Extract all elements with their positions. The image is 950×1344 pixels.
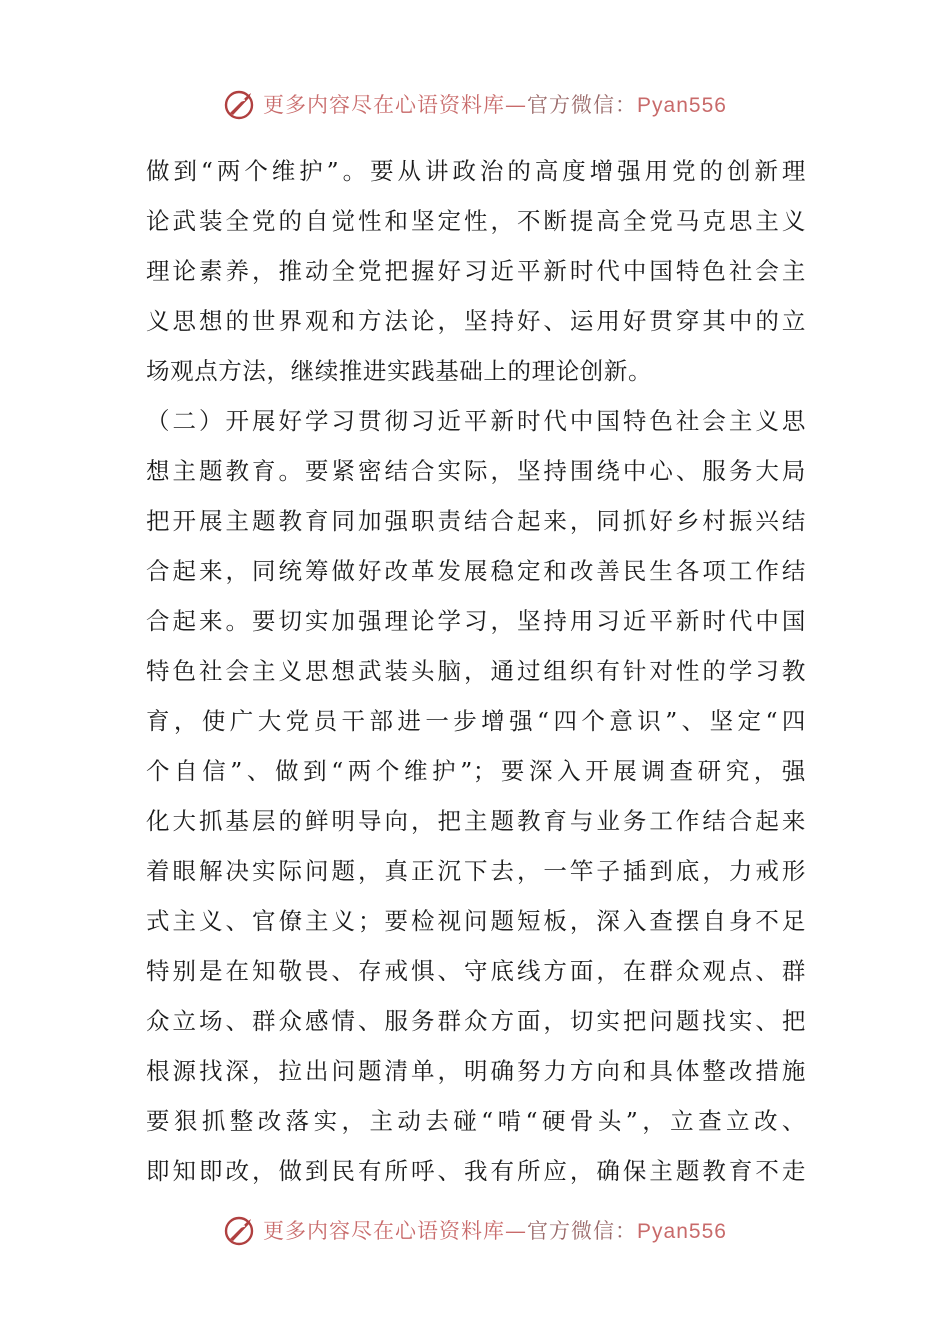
- footer-watermark: [0, 1210, 950, 1250]
- body-line: 义思想的世界观和方法论，坚持好、运用好贯穿其中的立: [146, 307, 806, 335]
- body-line: 特别是在知敬畏、存戒惧、守底线方面，在群众观点、群: [146, 957, 806, 985]
- pen-logo-icon: [223, 1213, 257, 1247]
- header-watermark: [0, 84, 950, 124]
- watermark-wechat-id: Pyan556: [637, 1220, 727, 1243]
- body-line: 个自信”、做到“两个维护”；要深入开展调查研究，强: [146, 757, 806, 785]
- body-line: 育，使广大党员干部进一步增强“四个意识”、坚定“四: [146, 707, 806, 735]
- body-line: 着眼解决实际问题，真正沉下去，一竿子插到底，力戒形: [146, 857, 806, 885]
- body-line: 式主义、官僚主义；要检视问题短板，深入查摆自身不足: [146, 907, 806, 935]
- body-line: 特色社会主义思想武装头脑，通过组织有针对性的学习教: [146, 657, 806, 685]
- body-line: （二）开展好学习贯彻习近平新时代中国特色社会主义思: [146, 407, 806, 435]
- watermark-dash: —: [505, 1219, 528, 1243]
- body-line: 合起来，同统筹做好改革发展稳定和改善民生各项工作结: [146, 557, 806, 585]
- watermark-wechat-label: 官方微信：: [527, 93, 638, 117]
- body-line: 想主题教育。要紧密结合实际，坚持围绕中心、服务大局: [146, 457, 806, 485]
- body-line: 做到“两个维护”。要从讲政治的高度增强用党的创新理: [146, 157, 806, 185]
- body-line: 场观点方法，继续推进实践基础上的理论创新。: [146, 357, 653, 385]
- body-line: 理论素养，推动全党把握好习近平新时代中国特色社会主: [146, 257, 806, 285]
- body-line: 把开展主题教育同加强职责结合起来，同抓好乡村振兴结: [146, 507, 806, 535]
- watermark-wechat-label: 官方微信：: [527, 1219, 638, 1243]
- pen-logo-icon: [223, 87, 257, 121]
- body-line: 合起来。要切实加强理论学习，坚持用习近平新时代中国: [146, 607, 806, 635]
- body-line: 要狠抓整改落实，主动去碰“啃“硬骨头”，立查立改、: [146, 1107, 806, 1135]
- watermark-site-text: 更多内容尽在心语资料库: [263, 1219, 506, 1243]
- document-body: [146, 146, 806, 1196]
- body-line: 论武装全党的自觉性和坚定性，不断提高全党马克思主义: [146, 207, 806, 235]
- body-line: 根源找深，拉出问题清单，明确努力方向和具体整改措施: [146, 1057, 806, 1085]
- watermark-dash: —: [505, 93, 528, 117]
- body-line: 众立场、群众感情、服务群众方面，切实把问题找实、把: [146, 1007, 806, 1035]
- body-line: 即知即改，做到民有所呼、我有所应，确保主题教育不走: [146, 1157, 806, 1185]
- watermark-wechat-id: Pyan556: [637, 94, 727, 117]
- watermark-site-text: 更多内容尽在心语资料库: [263, 93, 506, 117]
- body-line: 化大抓基层的鲜明导向，把主题教育与业务工作结合起来: [146, 807, 806, 835]
